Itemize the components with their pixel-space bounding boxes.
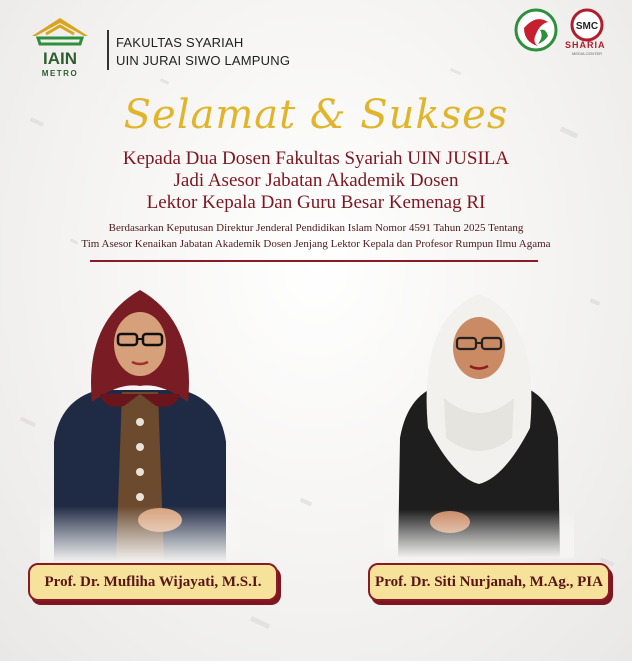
bg-speckle <box>300 498 313 507</box>
green-red-logo <box>514 8 558 52</box>
bg-speckle <box>160 78 169 85</box>
faculty-line2: UIN JURAI SIWO LAMPUNG <box>116 53 291 68</box>
header-divider <box>107 30 109 70</box>
person-photo-2 <box>384 288 574 558</box>
svg-text:METRO: METRO <box>41 69 79 78</box>
bg-speckle <box>250 616 270 629</box>
bg-speckle <box>590 298 601 306</box>
person-name-2: Prof. Dr. Siti Nurjanah, M.Ag., PIA <box>375 573 603 590</box>
title-line3: Lektor Kepala Dan Guru Besar Kemenag RI <box>146 192 486 213</box>
sharia-sublabel: MEDIA CENTER <box>572 51 603 56</box>
faculty-name <box>116 34 290 70</box>
decree-line1: Berdasarkan Keputusan Direktur Jenderal Pendidikan Islam Nomor 4591 Tahun 2025 Tentang <box>108 222 524 234</box>
decree-line2: Tim Asesor Kenaikan Jabatan Akademik Dosen Jenjang Lektor Kepala dan Profesor Rumpun Ilmu Agama <box>81 238 551 250</box>
smc-logo <box>570 8 604 42</box>
sharia-label: SHARIA <box>565 40 606 50</box>
svg-text:IAIN: IAIN <box>43 49 77 68</box>
svg-text:SMC: SMC <box>575 21 599 32</box>
greeting-headline: Selamat & Sukses <box>123 92 509 138</box>
person-name-1: Prof. Dr. Mufliha Wijayati, M.S.I. <box>44 573 262 590</box>
person-photo-1 <box>40 282 240 562</box>
name-plate-1 <box>28 563 278 601</box>
name-plate-2 <box>368 563 610 601</box>
bg-speckle <box>20 417 36 427</box>
title-line1: Kepada Dua Dosen Fakultas Syariah UIN JUSILA <box>122 148 510 169</box>
horizontal-rule <box>90 260 538 262</box>
title-line2: Jadi Asesor Jabatan Akademik Dosen <box>173 170 459 191</box>
iain-metro-logo <box>24 14 96 80</box>
bg-speckle <box>450 68 461 75</box>
faculty-line1: FAKULTAS SYARIAH <box>116 35 244 50</box>
